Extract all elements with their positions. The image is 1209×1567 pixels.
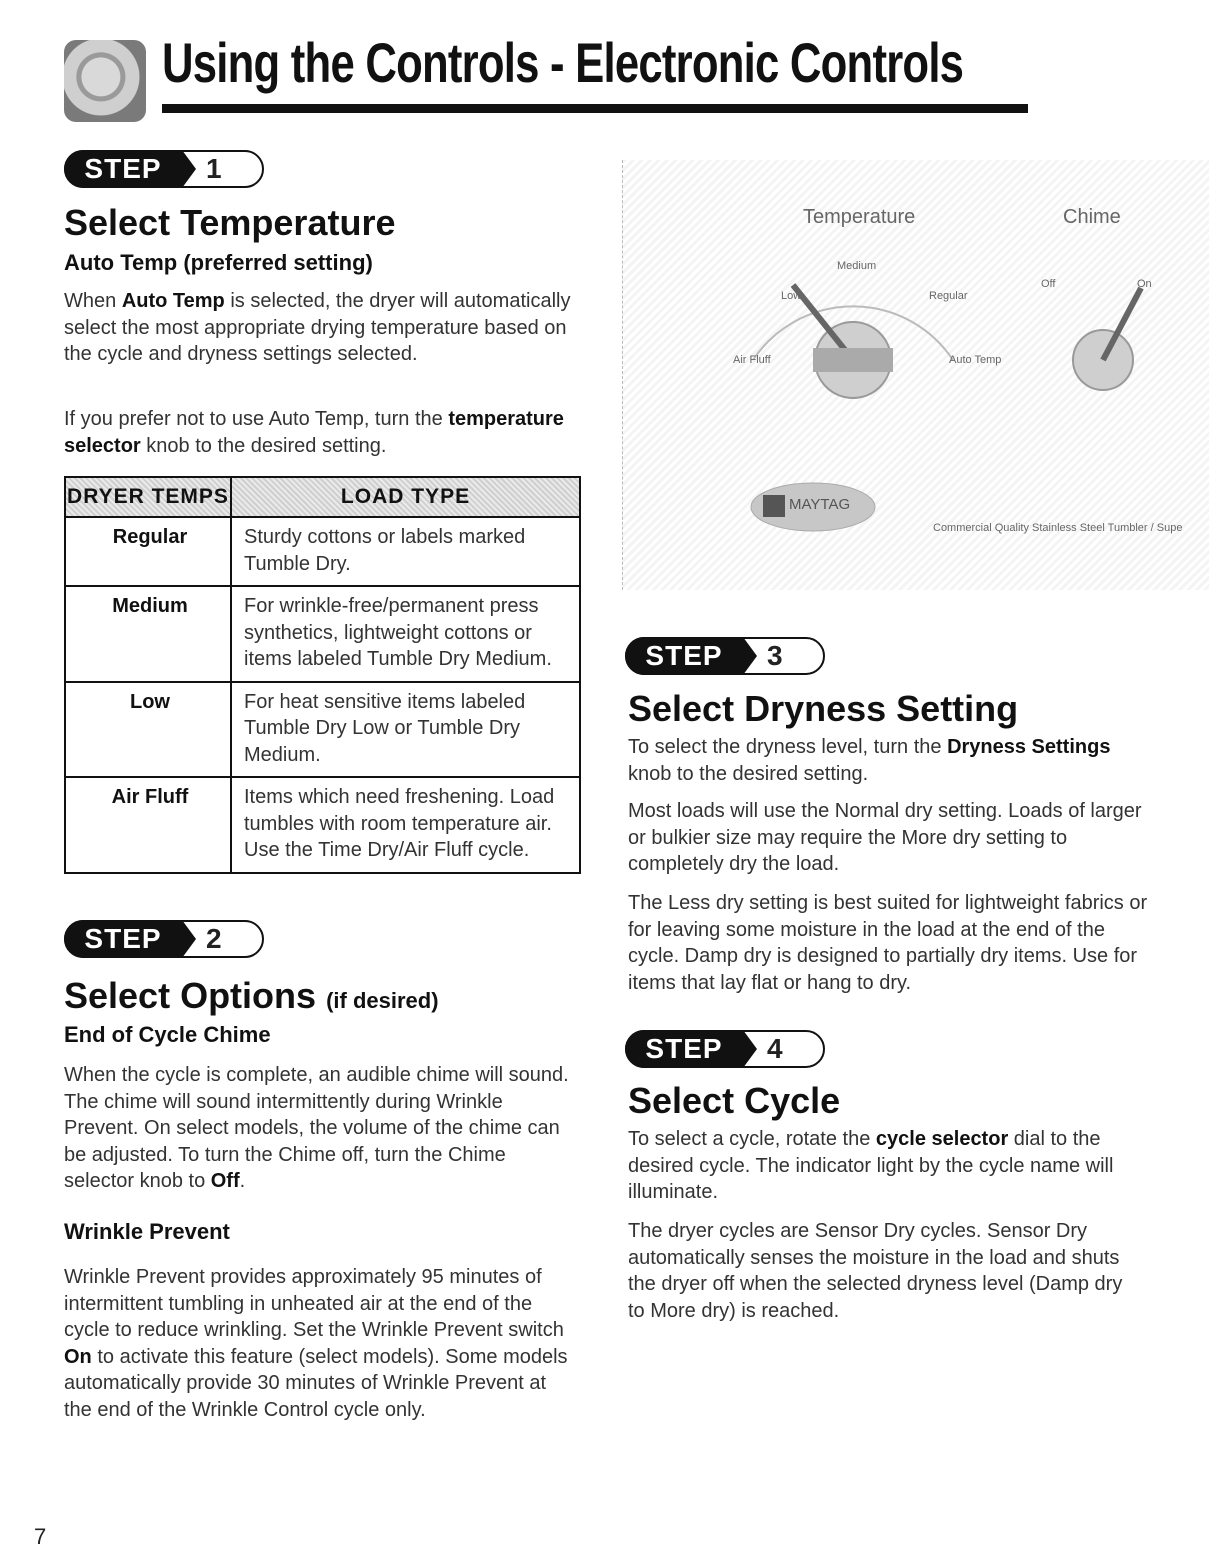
step-2-badge: STEP 2 [64, 920, 264, 958]
off-label: Off [1041, 278, 1056, 290]
control-panel-image [622, 160, 1209, 590]
normal-dry-paragraph: Most loads will use the Normal dry setting. Loads of larger or bulkier size may require the More dry setting to completely dry the load. [628, 800, 1142, 875]
column-header-dryer-temps: DRYER TEMPS [65, 477, 231, 517]
regular-label: Regular [929, 290, 968, 302]
less-dry-paragraph: The Less dry setting is best suited for lightweight fabrics or for leaving some moisture in the load at the end of the cycle. Damp dry is designed to partially dry items. Use for items that lay flat or hang to dry. [628, 892, 1148, 994]
cycle-selector-paragraph: To select a cycle, rotate the cycle selector dial to the desired cycle. The indicator light by the cycle name will illuminate. [628, 1128, 1114, 1203]
wrinkle-prevent-heading: Wrinkle Prevent [64, 1219, 230, 1244]
dryer-temps-table [64, 476, 581, 874]
auto-temp-heading: Auto Temp (preferred setting) [64, 250, 373, 275]
temperature-selector-paragraph: If you prefer not to use Auto Temp, turn the temperature selector knob to the desired setting. [64, 408, 564, 457]
table-row: Regular Sturdy cottons or labels marked Tumble Dry. [65, 517, 580, 586]
sensor-dry-paragraph: The dryer cycles are Sensor Dry cycles. Sensor Dry automatically senses the moisture in the load and shuts the dryer off when the selected dryness level (Damp dry to More dry) is reached. [628, 1220, 1123, 1322]
title-rule [162, 104, 1028, 113]
wrinkle-prevent-paragraph: Wrinkle Prevent provides approximately 95 minutes of intermittent tumbling in unheated air at the end of the cycle to reduce wrinkling. Set the Wrinkle Prevent switch On to activate this feature (select models). Some models automatically provide 30 minutes of Wrinkle Prevent at the end of the Wrinkle Control cycle only. [64, 1266, 568, 1421]
temperature-label: Temperature [803, 206, 916, 228]
tagline-label: Commercial Quality Stainless Steel Tumbler / Supe [933, 522, 1183, 534]
step-1-badge: STEP 1 [64, 150, 264, 188]
step-3-title: Select Dryness Setting [628, 688, 1019, 729]
step-4-badge: STEP 4 [625, 1030, 825, 1068]
brand-label: MAYTAG [789, 496, 851, 513]
dial-icon [64, 40, 146, 122]
page-title: Using the Controls - Electronic Controls [162, 31, 964, 94]
table-row: Air Fluff Items which need freshening. Load tumbles with room temperature air. Use the Time Dry/Air Fluff cycle. [65, 777, 580, 873]
auto-temp-label: Auto Temp [949, 354, 1002, 366]
page-number: 7 [34, 1524, 47, 1549]
chime-heading: End of Cycle Chime [64, 1022, 271, 1047]
medium-label: Medium [837, 260, 877, 272]
air-fluff-label: Air Fluff [733, 354, 771, 366]
step-2-title: Select Options (if desired) [64, 975, 439, 1016]
dryness-knob-paragraph: To select the dryness level, turn the Dryness Settings knob to the desired setting. [628, 736, 1111, 785]
table-row: Low For heat sensitive items labeled Tumble Dry Low or Tumble Dry Medium. [65, 682, 580, 778]
on-label: On [1137, 278, 1152, 290]
step-1-title: Select Temperature [64, 202, 396, 243]
step-3-badge: STEP 3 [625, 637, 825, 675]
chime-label: Chime [1063, 206, 1121, 228]
table-row: Medium For wrinkle-free/permanent press synthetics, lightweight cottons or items labeled Tumble Dry Medium. [65, 586, 580, 682]
auto-temp-paragraph: When Auto Temp is selected, the dryer will automatically select the most appropriate drying temperature based on the cycle and dryness settings selected. [64, 290, 571, 365]
low-label: Low [781, 290, 802, 302]
chime-paragraph: When the cycle is complete, an audible chime will sound. The chime will sound intermittently during Wrinkle Prevent. On select models, the volume of the chime can be adjusted. To turn the Chime off, turn the Chime selector knob to Off. [64, 1064, 569, 1192]
column-header-load-type: LOAD TYPE [231, 477, 580, 517]
step-4-title: Select Cycle [628, 1080, 841, 1121]
